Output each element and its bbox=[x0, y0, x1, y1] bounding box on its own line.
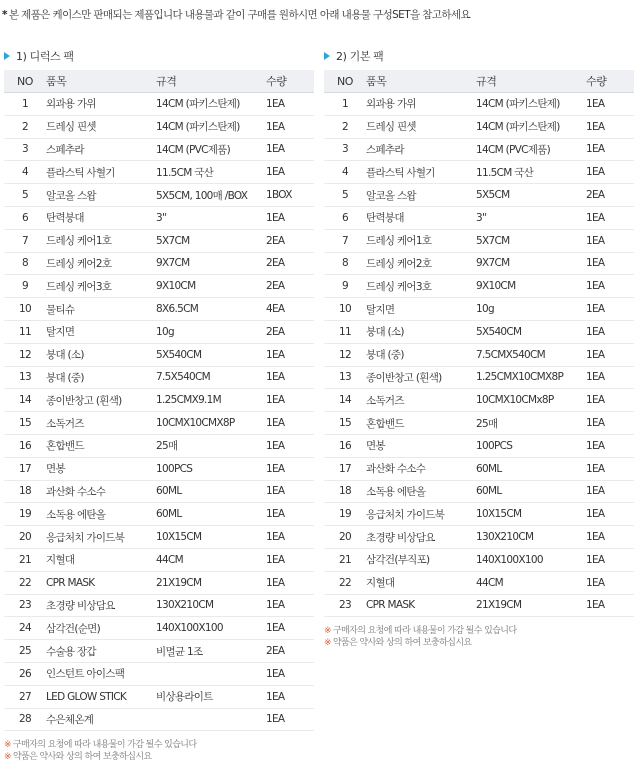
reference-mark-icon: ※ bbox=[4, 752, 11, 763]
cell-name: 드레싱 핀셋 bbox=[46, 115, 154, 138]
cell-no: 14 bbox=[324, 389, 366, 412]
cell-name: 종이반창고 (흰색) bbox=[46, 389, 154, 412]
cell-no: 4 bbox=[4, 161, 46, 184]
table-header-row bbox=[324, 70, 634, 93]
cell-spec: 5X540CM bbox=[154, 343, 262, 366]
cell-spec: 14CM (파키스탄제) bbox=[474, 93, 582, 116]
cell-no: 9 bbox=[324, 275, 366, 298]
cell-no: 24 bbox=[4, 617, 46, 640]
table-row bbox=[4, 206, 314, 229]
cell-qty: 1EA bbox=[262, 343, 314, 366]
footnote-text: 약품은 약사와 상의 하여 보충하십시요 bbox=[332, 638, 472, 649]
cell-spec: 130X210CM bbox=[154, 594, 262, 617]
cell-no: 9 bbox=[4, 275, 46, 298]
cell-name: 탈지면 bbox=[366, 298, 474, 321]
cell-spec: 14CM (파키스탄제) bbox=[154, 115, 262, 138]
cell-name: 응급처치 가이드북 bbox=[46, 526, 154, 549]
cell-qty: 1EA bbox=[582, 161, 634, 184]
cell-spec: 10X15CM bbox=[474, 503, 582, 526]
cell-spec: 14CM (PVC제품) bbox=[154, 138, 262, 161]
cell-spec: 9X7CM bbox=[154, 252, 262, 275]
cell-spec: 9X7CM bbox=[474, 252, 582, 275]
basic-pack-body bbox=[324, 93, 634, 617]
table-row bbox=[4, 480, 314, 503]
table-row bbox=[324, 229, 634, 252]
cell-name: 드레싱 케어2호 bbox=[46, 252, 154, 275]
cell-name: 과산화 수소수 bbox=[366, 457, 474, 480]
cell-qty: 1EA bbox=[582, 571, 634, 594]
cell-spec: 60ML bbox=[474, 457, 582, 480]
cell-qty: 1EA bbox=[582, 434, 634, 457]
cell-spec: 44CM bbox=[154, 548, 262, 571]
footnote-text: 약품은 약사와 상의 하여 보충하십시요 bbox=[12, 752, 152, 763]
deluxe-footnotes bbox=[4, 739, 314, 763]
basic-pack-title bbox=[324, 46, 634, 66]
cell-spec: 5X5CM bbox=[474, 184, 582, 207]
cell-spec: 5X7CM bbox=[474, 229, 582, 252]
table-row bbox=[4, 526, 314, 549]
deluxe-pack-table bbox=[4, 70, 314, 731]
cell-qty: 1EA bbox=[262, 161, 314, 184]
cell-spec: 10g bbox=[154, 320, 262, 343]
cell-qty: 1EA bbox=[262, 434, 314, 457]
cell-no: 6 bbox=[4, 206, 46, 229]
cell-spec: 10g bbox=[474, 298, 582, 321]
cell-no: 2 bbox=[4, 115, 46, 138]
table-row bbox=[4, 252, 314, 275]
cell-no: 11 bbox=[324, 320, 366, 343]
cell-qty: 1EA bbox=[262, 526, 314, 549]
cell-no: 5 bbox=[324, 184, 366, 207]
table-row bbox=[4, 571, 314, 594]
table-row bbox=[324, 252, 634, 275]
table-row bbox=[324, 434, 634, 457]
table-row bbox=[324, 320, 634, 343]
cell-spec: 25매 bbox=[154, 434, 262, 457]
cell-name: 붕대 (중) bbox=[46, 366, 154, 389]
cell-spec: 5X540CM bbox=[474, 320, 582, 343]
cell-name: 면봉 bbox=[46, 457, 154, 480]
table-row bbox=[4, 617, 314, 640]
cell-name: 소독용 에탄올 bbox=[46, 503, 154, 526]
cell-qty: 1EA bbox=[262, 617, 314, 640]
cell-name: 초경량 비상담요 bbox=[366, 526, 474, 549]
notice-text: 본 제품은 케이스만 판매되는 제품입니다 내용물과 같이 구매를 원하시면 아래 내용물 구성SET을 참고하세요 bbox=[8, 9, 471, 21]
cell-no: 12 bbox=[4, 343, 46, 366]
cell-spec: 1.25CMX10CMX8P bbox=[474, 366, 582, 389]
cell-name: 탈지면 bbox=[46, 320, 154, 343]
table-row bbox=[324, 412, 634, 435]
table-row bbox=[324, 184, 634, 207]
cell-spec: 100PCS bbox=[474, 434, 582, 457]
cell-no: 1 bbox=[4, 93, 46, 116]
cell-name: 삼각건(부직포) bbox=[366, 548, 474, 571]
table-row bbox=[324, 206, 634, 229]
cell-no: 4 bbox=[324, 161, 366, 184]
cell-no: 11 bbox=[4, 320, 46, 343]
cell-spec: 60ML bbox=[154, 503, 262, 526]
cell-qty: 1EA bbox=[582, 526, 634, 549]
table-row bbox=[4, 685, 314, 708]
cell-name: 수술용 장갑 bbox=[46, 640, 154, 663]
cell-spec bbox=[154, 708, 262, 731]
table-row bbox=[4, 434, 314, 457]
table-row bbox=[4, 298, 314, 321]
cell-qty: 1EA bbox=[262, 366, 314, 389]
table-row bbox=[324, 503, 634, 526]
cell-qty: 2EA bbox=[262, 229, 314, 252]
cell-spec: 10CMX10CMX8P bbox=[154, 412, 262, 435]
cell-name: 소독거즈 bbox=[46, 412, 154, 435]
cell-no: 8 bbox=[4, 252, 46, 275]
cell-spec: 21X19CM bbox=[474, 594, 582, 617]
table-row bbox=[4, 93, 314, 116]
footnote bbox=[4, 751, 314, 763]
cell-name: 삼각건(순면) bbox=[46, 617, 154, 640]
cell-no: 19 bbox=[324, 503, 366, 526]
cell-name: 플라스틱 사혈기 bbox=[46, 161, 154, 184]
table-row bbox=[324, 343, 634, 366]
table-row bbox=[324, 115, 634, 138]
cell-name: 소독용 에탄올 bbox=[366, 480, 474, 503]
cell-spec: 9X10CM bbox=[474, 275, 582, 298]
cell-spec: 8X6.5CM bbox=[154, 298, 262, 321]
cell-qty: 1EA bbox=[582, 366, 634, 389]
table-row bbox=[4, 662, 314, 685]
cell-no: 10 bbox=[4, 298, 46, 321]
notice-star: * bbox=[2, 9, 7, 21]
cell-spec: 11.5CM 국산 bbox=[474, 161, 582, 184]
cell-no: 21 bbox=[324, 548, 366, 571]
table-row bbox=[4, 229, 314, 252]
cell-spec: 14CM (파키스탄제) bbox=[474, 115, 582, 138]
deluxe-pack-title-text: 1) 디럭스 팩 bbox=[16, 50, 74, 63]
cell-no: 15 bbox=[4, 412, 46, 435]
basic-footnotes bbox=[324, 625, 634, 649]
cell-no: 17 bbox=[4, 457, 46, 480]
cell-qty: 4EA bbox=[262, 298, 314, 321]
cell-spec: 7.5CMX540CM bbox=[474, 343, 582, 366]
reference-mark-icon: ※ bbox=[324, 638, 331, 649]
cell-no: 5 bbox=[4, 184, 46, 207]
cell-no: 15 bbox=[324, 412, 366, 435]
header-spec: 규격 bbox=[474, 70, 582, 93]
cell-no: 23 bbox=[324, 594, 366, 617]
cell-no: 10 bbox=[324, 298, 366, 321]
cell-qty: 1EA bbox=[582, 480, 634, 503]
cell-qty: 1EA bbox=[262, 457, 314, 480]
cell-qty: 1EA bbox=[262, 594, 314, 617]
cell-name: CPR MASK bbox=[366, 594, 474, 617]
cell-qty: 1EA bbox=[582, 115, 634, 138]
cell-spec: 140X100X100 bbox=[474, 548, 582, 571]
table-row bbox=[324, 457, 634, 480]
cell-no: 7 bbox=[4, 229, 46, 252]
cell-no: 3 bbox=[324, 138, 366, 161]
cell-name: 소독거즈 bbox=[366, 389, 474, 412]
cell-no: 19 bbox=[4, 503, 46, 526]
table-row bbox=[4, 138, 314, 161]
table-row bbox=[324, 298, 634, 321]
basic-pack-section bbox=[324, 46, 634, 649]
cell-name: 종이반창고 (흰색) bbox=[366, 366, 474, 389]
table-header-row bbox=[4, 70, 314, 93]
table-row bbox=[4, 161, 314, 184]
cell-qty: 1EA bbox=[582, 503, 634, 526]
table-row bbox=[4, 320, 314, 343]
cell-qty: 1EA bbox=[582, 320, 634, 343]
table-row bbox=[4, 548, 314, 571]
cell-no: 22 bbox=[4, 571, 46, 594]
cell-name: 드레싱 케어2호 bbox=[366, 252, 474, 275]
cell-name: 드레싱 케어3호 bbox=[366, 275, 474, 298]
cell-spec: 3" bbox=[474, 206, 582, 229]
cell-qty: 1EA bbox=[262, 708, 314, 731]
cell-spec: 60ML bbox=[474, 480, 582, 503]
cell-name: 인스턴트 아이스팩 bbox=[46, 662, 154, 685]
notice bbox=[2, 7, 470, 22]
cell-name: 붕대 (중) bbox=[366, 343, 474, 366]
cell-qty: 1EA bbox=[582, 138, 634, 161]
cell-no: 7 bbox=[324, 229, 366, 252]
cell-spec bbox=[154, 662, 262, 685]
table-row bbox=[4, 412, 314, 435]
cell-name: 드레싱 케어3호 bbox=[46, 275, 154, 298]
deluxe-pack-body bbox=[4, 93, 314, 731]
reference-mark-icon: ※ bbox=[4, 740, 11, 751]
cell-no: 20 bbox=[4, 526, 46, 549]
cell-no: 22 bbox=[324, 571, 366, 594]
table-row bbox=[324, 389, 634, 412]
table-row bbox=[4, 115, 314, 138]
cell-qty: 2EA bbox=[262, 275, 314, 298]
table-row bbox=[4, 640, 314, 663]
cell-qty: 1EA bbox=[262, 412, 314, 435]
basic-pack-title-text: 2) 기본 팩 bbox=[336, 50, 384, 63]
cell-qty: 2EA bbox=[262, 640, 314, 663]
cell-name: 혼합밴드 bbox=[366, 412, 474, 435]
header-qty: 수량 bbox=[582, 70, 634, 93]
cell-spec: 3" bbox=[154, 206, 262, 229]
cell-spec: 21X19CM bbox=[154, 571, 262, 594]
footnote-text: 구매자의 요청에 따라 내용물이 가감 될수 있습니다 bbox=[12, 740, 197, 751]
cell-name: 알코올 스왑 bbox=[366, 184, 474, 207]
table-row bbox=[324, 480, 634, 503]
cell-qty: 1EA bbox=[582, 206, 634, 229]
cell-qty: 2EA bbox=[262, 320, 314, 343]
cell-name: 수은체온계 bbox=[46, 708, 154, 731]
table-row bbox=[324, 571, 634, 594]
cell-qty: 1EA bbox=[262, 548, 314, 571]
cell-no: 20 bbox=[324, 526, 366, 549]
cell-spec: 5X7CM bbox=[154, 229, 262, 252]
cell-no: 2 bbox=[324, 115, 366, 138]
cell-name: 탄력붕대 bbox=[46, 206, 154, 229]
cell-qty: 1EA bbox=[262, 503, 314, 526]
table-row bbox=[4, 503, 314, 526]
table-row bbox=[4, 343, 314, 366]
cell-no: 8 bbox=[324, 252, 366, 275]
table-row bbox=[4, 366, 314, 389]
table-row bbox=[324, 275, 634, 298]
table-row bbox=[324, 161, 634, 184]
reference-mark-icon: ※ bbox=[324, 626, 331, 637]
table-row bbox=[324, 138, 634, 161]
cell-name: 드레싱 케어1호 bbox=[366, 229, 474, 252]
cell-name: 붕대 (소) bbox=[46, 343, 154, 366]
cell-qty: 1EA bbox=[262, 571, 314, 594]
cell-no: 28 bbox=[4, 708, 46, 731]
cell-no: 26 bbox=[4, 662, 46, 685]
cell-qty: 2EA bbox=[582, 184, 634, 207]
cell-name: 붕대 (소) bbox=[366, 320, 474, 343]
cell-no: 18 bbox=[4, 480, 46, 503]
cell-no: 21 bbox=[4, 548, 46, 571]
cell-spec: 1.25CMX9.1M bbox=[154, 389, 262, 412]
cell-name: 알코올 스왑 bbox=[46, 184, 154, 207]
footnote bbox=[324, 637, 634, 649]
cell-no: 17 bbox=[324, 457, 366, 480]
cell-no: 1 bbox=[324, 93, 366, 116]
cell-no: 16 bbox=[4, 434, 46, 457]
table-row bbox=[4, 708, 314, 731]
table-row bbox=[4, 184, 314, 207]
table-row bbox=[4, 389, 314, 412]
cell-name: 물티슈 bbox=[46, 298, 154, 321]
cell-qty: 1EA bbox=[582, 229, 634, 252]
cell-name: 초경량 비상담요 bbox=[46, 594, 154, 617]
cell-qty: 2EA bbox=[262, 252, 314, 275]
cell-name: 면봉 bbox=[366, 434, 474, 457]
header-qty: 수량 bbox=[262, 70, 314, 93]
cell-spec: 14CM (PVC제품) bbox=[474, 138, 582, 161]
cell-qty: 1EA bbox=[262, 206, 314, 229]
cell-name: 드레싱 케어1호 bbox=[46, 229, 154, 252]
cell-qty: 1EA bbox=[262, 115, 314, 138]
cell-spec: 140X100X100 bbox=[154, 617, 262, 640]
cell-name: 외과용 가위 bbox=[46, 93, 154, 116]
cell-spec: 9X10CM bbox=[154, 275, 262, 298]
cell-name: 응급처치 가이드북 bbox=[366, 503, 474, 526]
cell-spec: 7.5X540CM bbox=[154, 366, 262, 389]
cell-qty: 1EA bbox=[262, 662, 314, 685]
cell-no: 13 bbox=[324, 366, 366, 389]
triangle-bullet-icon bbox=[324, 52, 330, 60]
cell-qty: 1EA bbox=[582, 93, 634, 116]
table-row bbox=[4, 457, 314, 480]
table-row bbox=[324, 548, 634, 571]
cell-no: 27 bbox=[4, 685, 46, 708]
table-row bbox=[324, 526, 634, 549]
cell-qty: 1EA bbox=[582, 252, 634, 275]
cell-spec: 10CMX10CMx8P bbox=[474, 389, 582, 412]
cell-qty: 1EA bbox=[582, 343, 634, 366]
cell-qty: 1EA bbox=[582, 594, 634, 617]
cell-name: 플라스틱 사혈기 bbox=[366, 161, 474, 184]
cell-spec: 60ML bbox=[154, 480, 262, 503]
cell-no: 18 bbox=[324, 480, 366, 503]
cell-name: 스페추라 bbox=[46, 138, 154, 161]
cell-no: 3 bbox=[4, 138, 46, 161]
cell-qty: 1EA bbox=[262, 480, 314, 503]
cell-no: 12 bbox=[324, 343, 366, 366]
cell-spec: 비멸균 1조 bbox=[154, 640, 262, 663]
cell-spec: 11.5CM 국산 bbox=[154, 161, 262, 184]
cell-no: 23 bbox=[4, 594, 46, 617]
deluxe-pack-title bbox=[4, 46, 314, 66]
cell-qty: 1EA bbox=[582, 457, 634, 480]
header-name: 품목 bbox=[366, 70, 474, 93]
cell-spec: 5X5CM, 100매 /BOX bbox=[154, 184, 262, 207]
cell-qty: 1EA bbox=[582, 412, 634, 435]
table-row bbox=[324, 366, 634, 389]
cell-spec: 10X15CM bbox=[154, 526, 262, 549]
cell-name: 지혈대 bbox=[366, 571, 474, 594]
cell-name: 지혈대 bbox=[46, 548, 154, 571]
cell-name: 과산화 수소수 bbox=[46, 480, 154, 503]
cell-name: LED GLOW STICK bbox=[46, 685, 154, 708]
cell-qty: 1EA bbox=[262, 93, 314, 116]
triangle-bullet-icon bbox=[4, 52, 10, 60]
cell-spec: 100PCS bbox=[154, 457, 262, 480]
cell-qty: 1EA bbox=[262, 389, 314, 412]
cell-no: 13 bbox=[4, 366, 46, 389]
cell-qty: 1EA bbox=[582, 389, 634, 412]
cell-qty: 1EA bbox=[582, 275, 634, 298]
cell-qty: 1BOX bbox=[262, 184, 314, 207]
footnote-text: 구매자의 요청에 따라 내용물이 가감 될수 있습니다 bbox=[332, 626, 517, 637]
footnote bbox=[4, 739, 314, 751]
cell-qty: 1EA bbox=[262, 138, 314, 161]
cell-name: CPR MASK bbox=[46, 571, 154, 594]
header-no: NO bbox=[324, 70, 366, 93]
cell-spec: 44CM bbox=[474, 571, 582, 594]
deluxe-pack-section bbox=[4, 46, 314, 763]
cell-name: 외과용 가위 bbox=[366, 93, 474, 116]
cell-name: 드레싱 핀셋 bbox=[366, 115, 474, 138]
header-spec: 규격 bbox=[154, 70, 262, 93]
cell-spec: 25매 bbox=[474, 412, 582, 435]
table-row bbox=[4, 594, 314, 617]
header-no: NO bbox=[4, 70, 46, 93]
table-row bbox=[4, 275, 314, 298]
cell-qty: 1EA bbox=[582, 548, 634, 571]
cell-qty: 1EA bbox=[262, 685, 314, 708]
cell-no: 6 bbox=[324, 206, 366, 229]
cell-no: 16 bbox=[324, 434, 366, 457]
footnote bbox=[324, 625, 634, 637]
header-name: 품목 bbox=[46, 70, 154, 93]
cell-spec: 130X210CM bbox=[474, 526, 582, 549]
cell-name: 혼합밴드 bbox=[46, 434, 154, 457]
cell-spec: 14CM (파키스탄제) bbox=[154, 93, 262, 116]
cell-qty: 1EA bbox=[582, 298, 634, 321]
table-row bbox=[324, 594, 634, 617]
basic-pack-table bbox=[324, 70, 634, 617]
cell-name: 탄력붕대 bbox=[366, 206, 474, 229]
table-row bbox=[324, 93, 634, 116]
cell-spec: 비상용라이트 bbox=[154, 685, 262, 708]
cell-no: 25 bbox=[4, 640, 46, 663]
cell-name: 스페추라 bbox=[366, 138, 474, 161]
cell-no: 14 bbox=[4, 389, 46, 412]
